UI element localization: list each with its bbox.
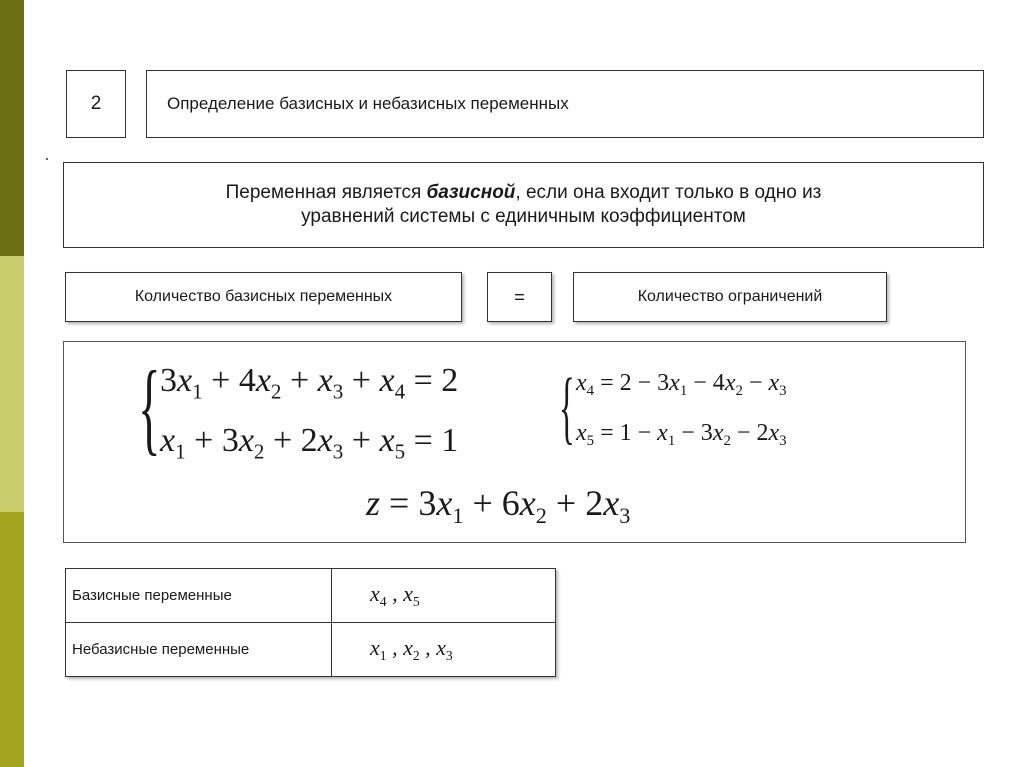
slide-number-box bbox=[66, 70, 126, 138]
equation-x4: $x_4 = 2 - 3x_1 - 4x_2 - x_3$ bbox=[576, 370, 787, 400]
equation-system-box bbox=[63, 341, 966, 543]
side-stripe-top bbox=[0, 0, 24, 256]
basic-count-label: Количество базисных переменных bbox=[134, 288, 393, 305]
decorative-dot bbox=[46, 158, 48, 160]
basic-count-box bbox=[65, 272, 462, 322]
right-system-brace: { bbox=[559, 361, 575, 452]
basic-variables-value: $x_4$ , $x_5$ bbox=[332, 569, 556, 623]
definition-line-1: Переменная является базисной, если она входит только в одно из bbox=[225, 182, 822, 203]
nonbasic-variables-value: $x_1$ , $x_2$ , $x_3$ bbox=[332, 623, 556, 677]
equation-x5: $x_5 = 1 - x_1 - 3x_2 - 2x_3$ bbox=[576, 420, 787, 450]
constraints-count-box bbox=[573, 272, 887, 322]
equation-1: $3x_1 + 4x_2 + x_3 + x_4 = 2$ bbox=[160, 362, 459, 404]
definition-line-2: уравнений системы с единичным коэффициентом bbox=[301, 206, 746, 227]
objective-function: $z = 3x_1 + 6x_2 + 2x_3$ bbox=[366, 483, 631, 528]
table-row bbox=[66, 623, 556, 677]
nonbasic-variables-label: Небазисные переменные bbox=[66, 623, 332, 677]
equation-2: $x_1 + 3x_2 + 2x_3 + x_5 = 1$ bbox=[160, 422, 459, 464]
definition-box bbox=[63, 162, 984, 248]
variables-table bbox=[65, 568, 556, 677]
slide-title-box bbox=[146, 70, 984, 138]
constraints-count-label: Количество ограничений bbox=[637, 288, 823, 305]
basic-variables-label: Базисные переменные bbox=[66, 569, 332, 623]
side-stripe-middle bbox=[0, 256, 24, 512]
slide-title: Определение базисных и небазисных переменных bbox=[167, 94, 569, 113]
equals-sign: = bbox=[514, 286, 525, 307]
left-system-brace: { bbox=[138, 350, 161, 465]
side-stripe-bottom bbox=[0, 512, 24, 767]
table-row bbox=[66, 569, 556, 623]
slide-number: 2 bbox=[90, 93, 102, 114]
definition-emphasis: базисной bbox=[426, 182, 516, 203]
equals-box bbox=[487, 272, 552, 322]
